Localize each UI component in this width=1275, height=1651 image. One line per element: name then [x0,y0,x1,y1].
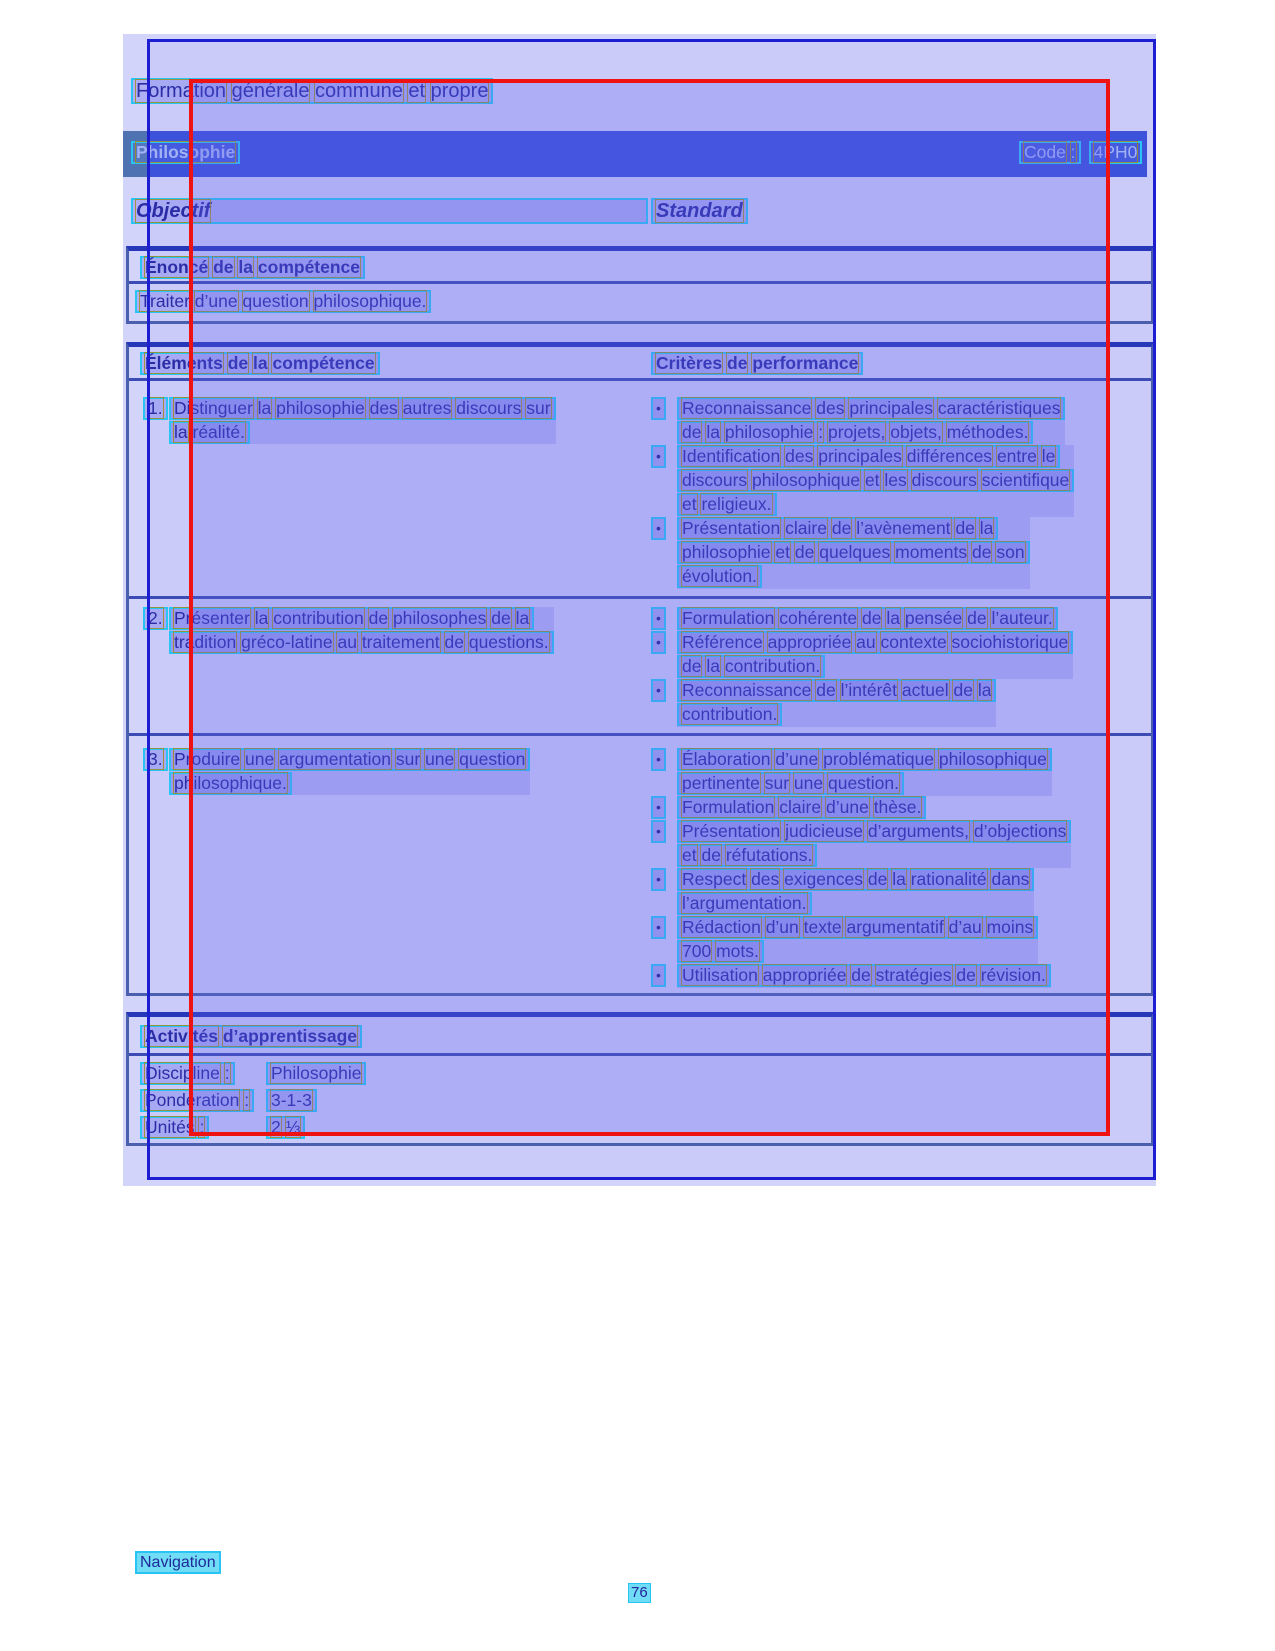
word-box: une [793,773,824,793]
enonce-section [126,246,1154,324]
word-box: Éléments [145,353,223,373]
word-box: de [682,656,702,676]
element-cell [143,397,638,444]
word-box: Référence [682,632,763,652]
word-box: la [253,353,268,373]
field-value [266,1116,305,1139]
word-box: une [245,749,275,769]
word-box: : [199,1117,205,1137]
element-number [143,748,168,771]
word-box: au [856,632,876,652]
word-box: sociohistorique [951,632,1069,652]
element-line [169,772,292,795]
activites-fields [129,1056,1151,1143]
word-box: réalité. [192,422,246,442]
field-value [266,1062,366,1085]
word-box: philosophique [938,749,1047,769]
activites-section [126,1012,1154,1146]
word-box: principales [849,398,934,418]
competence-table-header [129,347,1151,381]
word-box: 2 [271,1117,281,1137]
criterion-item [651,916,1151,964]
word-box: contribution. [724,656,821,676]
word-box: de [972,542,992,562]
criteres-header [651,352,863,375]
criteria-cell [651,607,1151,727]
criterion-line [677,631,1073,654]
word-box: : [1070,142,1076,162]
criterion-line [677,493,777,516]
word-box: la [977,680,992,700]
competence-table [126,342,1154,996]
activites-field [140,1062,1151,1089]
word-box: la [892,869,906,889]
word-box: Utilisation [682,965,758,985]
word-box: actuel [901,680,949,700]
word-box: d’une [775,749,819,769]
word-box: Pondération [145,1090,240,1110]
criterion-line [677,565,762,588]
bullet-icon: • [651,796,666,819]
word-box: autres [402,398,452,418]
word-box: traitement [361,632,440,652]
word-box: Respect [682,869,747,889]
word-box: : [224,1063,230,1083]
element-text [169,607,554,654]
field-value [266,1089,317,1112]
word-box: la [257,398,272,418]
word-box: de [862,608,882,628]
criterion-line [677,892,812,915]
word-box: de [701,845,721,865]
standard-heading [651,198,748,224]
criterion-line [677,796,926,819]
word-box: une [425,749,455,769]
word-box: le [1041,446,1056,466]
code-label [1019,141,1081,164]
word-box: argumentation [279,749,391,769]
word-box: philosophique. [313,291,427,311]
philosophie-title-bar [123,131,1147,177]
word-box: ⅓ [285,1117,301,1137]
element-line [169,397,556,420]
word-box: d’au [948,917,982,937]
word-box: des [785,446,814,466]
word-box: judicieuse [785,821,863,841]
word-box: : [244,1090,250,1110]
word-box: des [816,398,845,418]
word-box: l’auteur. [991,608,1053,628]
formation-title-line [131,78,493,104]
criterion-item [651,517,1151,589]
word-box: quelques [819,542,891,562]
title-bar-fill [147,131,1147,177]
word-box: scientifique [981,470,1070,490]
criterion-item [651,748,1151,796]
word-box: pensée [904,608,963,628]
word-box: philosophie [276,398,365,418]
activites-header [140,1025,362,1048]
word-box: question [459,749,526,769]
word-box: questions. [468,632,549,652]
word-box: appropriée [767,632,852,652]
word-box: thèse. [873,797,922,817]
word-box: Standard [656,200,743,222]
word-box: moments [895,542,968,562]
word-box: question [242,291,309,311]
word-box: contribution [273,608,364,628]
word-box: caractéristiques [937,398,1061,418]
word-box: Philosophie [136,142,236,162]
table-row [129,381,1151,596]
element-line [169,607,534,630]
word-box: Activités [145,1026,218,1046]
word-box: révision. [980,965,1046,985]
word-box: les [884,470,907,490]
word-box: dans [991,869,1030,889]
bullet-icon: • [651,607,666,630]
word-box: la [886,608,900,628]
word-box: de [953,680,973,700]
word-box: d’une [825,797,869,817]
word-box: de [227,353,249,373]
criterion-text [677,445,1074,517]
element-text [169,397,556,444]
course-title [131,141,240,164]
word-box: d’un [765,917,799,937]
word-box: contribution. [682,704,778,724]
criterion-line [677,607,1058,630]
word-box: discours [911,470,977,490]
word-box: stratégies [875,965,952,985]
word-box: l’intérêt [840,680,898,700]
criterion-text [677,916,1038,964]
word-box: 4PH0 [1093,142,1138,162]
word-box: réfutations. [725,845,813,865]
word-box: : [818,422,824,442]
word-box: contexte [880,632,947,652]
word-box: la [174,422,188,442]
word-box: texte [803,917,842,937]
criterion-text [677,679,996,727]
word-box: Unités [145,1117,195,1137]
word-box: philosophes [392,608,487,628]
word-box: pertinente [682,773,760,793]
field-label [140,1089,254,1112]
criterion-item [651,397,1151,445]
word-box: compétence [272,353,375,373]
word-box: rationalité [910,869,987,889]
criterion-text [677,517,1030,589]
element-cell [143,607,638,654]
element-number [143,607,168,630]
course-code [1019,141,1142,164]
enonce-body-text [135,290,431,313]
word-box: Traiter [140,291,190,311]
word-box: performance [752,353,859,373]
bullet-icon: • [651,397,666,420]
word-box: l’argumentation. [682,893,807,913]
word-box: Énoncé [145,257,209,277]
word-box: philosophie [682,542,771,562]
word-box: discours [682,470,748,490]
word-box: Objectif [136,200,211,222]
elements-header [140,352,380,375]
criterion-line [677,445,1060,468]
word-box: de [444,632,464,652]
word-box: et [682,494,697,514]
criterion-item [651,820,1151,868]
word-box: au [337,632,357,652]
word-box: Produire [174,749,241,769]
criteria-cell [651,397,1151,589]
word-box: la [515,608,530,628]
activites-field [140,1089,1151,1116]
word-box: Formation [136,80,227,102]
word-box: Formulation [682,608,775,628]
word-box: entre [996,446,1037,466]
word-box: sur [526,398,551,418]
word-box: 3. [148,749,163,769]
bullet-icon: • [651,445,666,468]
word-box: sur [764,773,790,793]
bullet-icon: • [651,748,666,771]
word-box: Code [1024,142,1066,162]
standard-heading-line [651,198,748,224]
enonce-header [140,256,365,279]
word-box: de [831,518,852,538]
word-box: Élaboration [682,749,771,769]
word-box: projets, [828,422,886,442]
criterion-line [677,541,1030,564]
table-row [129,596,1151,733]
criterion-item [651,679,1151,727]
word-box: problématique [823,749,935,769]
formation-title [131,78,493,104]
word-box: de [967,608,987,628]
word-box: de [956,965,976,985]
criterion-line [677,940,764,963]
criterion-line [677,703,782,726]
field-label [140,1116,209,1139]
word-box: et [682,845,697,865]
code-value [1089,141,1143,164]
enonce-header-row [129,251,1151,284]
bullet-icon: • [651,964,666,987]
criterion-line [677,868,1034,891]
word-box: commune [315,80,403,102]
criterion-item [651,796,1151,820]
bullet-icon: • [651,868,666,891]
table-row [129,733,1151,993]
bullet-icon: • [651,916,666,939]
word-box: Critères [656,353,723,373]
word-box: Présenter [174,608,250,628]
word-box: 3-1-3 [271,1090,312,1110]
word-box: Présentation [682,518,781,538]
word-box: la [979,518,994,538]
criterion-text [677,397,1065,445]
objectif-heading-line [131,198,648,224]
word-box: principales [818,446,902,466]
word-box: de [213,257,234,277]
word-box: moins [986,917,1034,937]
word-box: 2. [148,608,163,628]
field-label [140,1062,235,1085]
word-box: de [851,965,871,985]
word-box: de [368,608,389,628]
criterion-line [677,397,1065,420]
criterion-text [677,820,1071,868]
word-box: et [408,80,426,102]
word-box: propre [430,80,489,102]
word-box: et [864,470,880,490]
bullet-icon: • [651,679,666,702]
word-box: Présentation [682,821,781,841]
word-box: Identification [682,446,781,466]
word-box: compétence [257,257,361,277]
word-box: de [727,353,748,373]
bullet-icon: • [651,517,666,540]
criterion-text [677,964,1051,988]
word-box: Discipline [145,1063,220,1083]
word-box: claire [779,797,822,817]
word-box: et [775,542,791,562]
word-box: philosophique [752,470,861,490]
criterion-text [677,607,1058,631]
enonce-body-row [129,284,1151,313]
word-box: 1. [148,398,163,418]
word-box: Reconnaissance [682,398,812,418]
criterion-line [677,844,817,867]
word-box: son [996,542,1025,562]
word-box: méthodes. [946,422,1029,442]
element-text [169,748,530,795]
word-box: philosophique. [174,773,287,793]
criterion-item [651,868,1151,916]
criterion-line [677,964,1051,987]
word-box: la [254,608,269,628]
word-box: générale [231,80,310,102]
word-box: argumentatif [846,917,944,937]
word-box: de [955,518,975,538]
word-box: de [816,680,836,700]
element-line [169,421,250,444]
bullet-icon: • [651,631,666,654]
word-box: objets, [890,422,942,442]
word-box: évolution. [682,566,757,586]
word-box: sur [395,749,421,769]
word-box: tradition [174,632,237,652]
word-box: d’objections [973,821,1067,841]
word-box: de [682,422,702,442]
word-box: Rédaction [682,917,761,937]
criterion-line [677,748,1052,771]
word-box: différences [906,446,993,466]
page-number: 76 [628,1583,651,1603]
word-box: exigences [784,869,863,889]
word-box: Philosophie [271,1063,362,1083]
criterion-line [677,517,998,540]
word-box: appropriée [762,965,847,985]
bullet-icon: • [651,820,666,843]
navigation-link[interactable]: Navigation [135,1551,221,1574]
word-box: la [706,656,720,676]
word-box: Formulation [682,797,775,817]
criterion-line [677,655,825,678]
word-box: d’une [194,291,238,311]
word-box: de [491,608,511,628]
word-box: des [369,398,398,418]
criterion-item [651,631,1151,679]
word-box: discours [456,398,522,418]
element-cell [143,748,638,795]
criterion-line [677,421,1033,444]
word-box: question. [827,773,900,793]
word-box: Distinguer [174,398,253,418]
word-box: Reconnaissance [682,680,812,700]
criterion-text [677,631,1073,679]
competence-rows [129,381,1151,993]
word-box: d’apprentissage [222,1026,358,1046]
criterion-line [677,679,996,702]
criterion-line [677,820,1071,843]
criterion-line [677,916,1038,939]
word-box: de [867,869,888,889]
objectif-heading [131,198,648,224]
word-box: philosophie [724,422,814,442]
element-number [143,397,168,420]
word-box: cohérente [779,608,858,628]
word-box: des [751,869,780,889]
criterion-text [677,796,926,820]
criterion-line [677,469,1074,492]
word-box: 700 [682,941,712,961]
word-box: de [794,542,815,562]
criterion-item [651,445,1151,517]
criterion-item [651,964,1151,988]
criterion-line [677,772,904,795]
activites-header-row [129,1017,1151,1056]
word-box: l’avènement [856,518,951,538]
word-box: gréco-latine [241,632,333,652]
criterion-text [677,748,1052,796]
activites-field [140,1116,1151,1143]
word-box: la [238,257,254,277]
word-box: mots. [716,941,759,961]
word-box: claire [785,518,827,538]
word-box: religieux. [701,494,772,514]
word-box: la [706,422,720,442]
criteria-cell [651,748,1151,988]
word-box: d’arguments, [867,821,970,841]
element-line [169,631,554,654]
criterion-item [651,607,1151,631]
element-line [169,748,530,771]
criterion-text [677,868,1034,916]
